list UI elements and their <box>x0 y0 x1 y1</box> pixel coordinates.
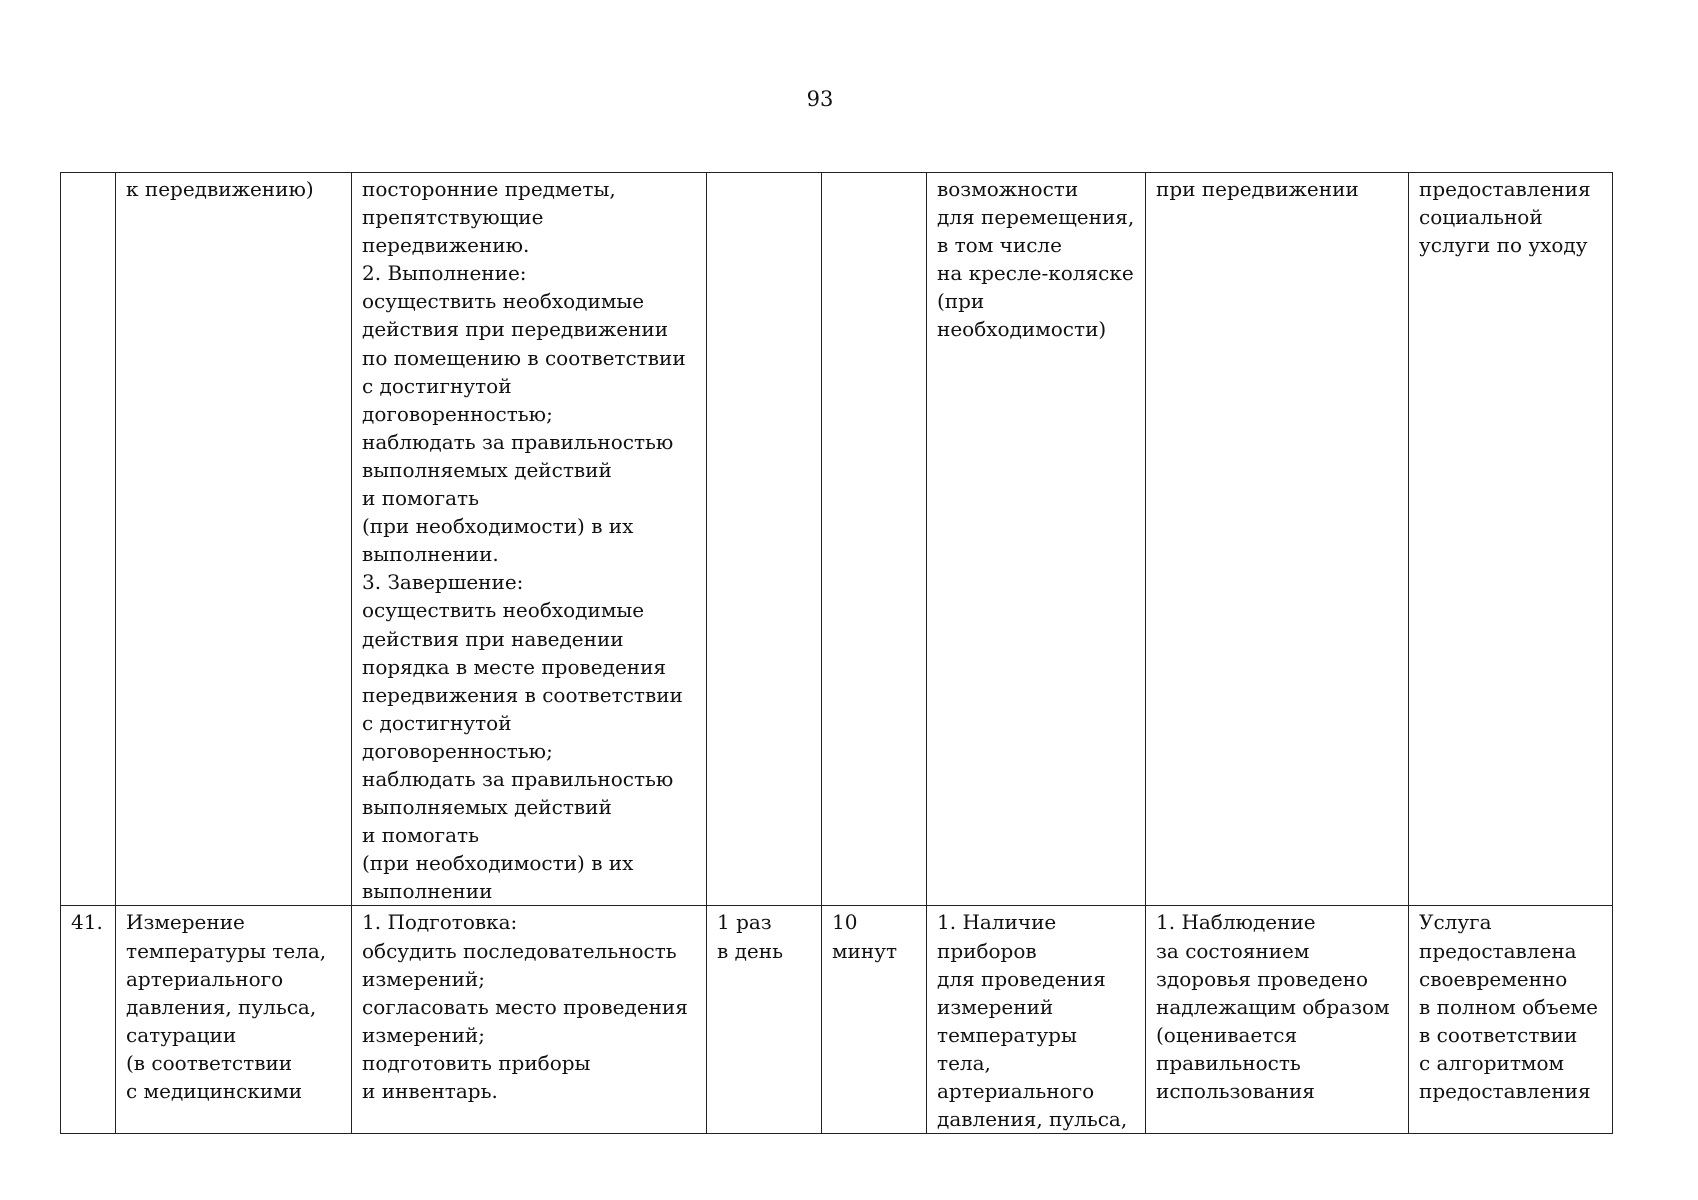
cell-duration <box>822 173 927 906</box>
table-row <box>61 173 1613 906</box>
cell-evaluation: предоставления социальной услуги по уходу <box>1409 173 1613 906</box>
cell-quality-indicators: 1. Наблюдение за состоянием здоровья проведено надлежащим образом (оценивается правильность использования <box>1146 906 1409 1134</box>
table-row <box>61 906 1613 1134</box>
cell-quality-indicators: при передвижении <box>1146 173 1409 906</box>
cell-duration: 10 минут <box>822 906 927 1134</box>
cell-frequency <box>707 173 822 906</box>
cell-service-name: Измерение температуры тела, артериального давления, пульса, сатурации (в соответствии с медицинскими <box>116 906 352 1134</box>
cell-service-name: к передвижению) <box>116 173 352 906</box>
cell-conditions: возможности для перемещения, в том числе на кресле-коляске (при необходимости) <box>927 173 1146 906</box>
cell-number: 41. <box>61 906 116 1134</box>
page-number: 93 <box>806 87 834 111</box>
cell-conditions: 1. Наличие приборов для проведения измерений температуры тела, артериального давления, пульса, <box>927 906 1146 1134</box>
cell-evaluation: Услуга предоставлена своевременно в полном объеме в соответствии с алгоритмом предоставления <box>1409 906 1613 1134</box>
cell-frequency: 1 раз в день <box>707 906 822 1134</box>
services-table <box>60 172 1613 1134</box>
cell-procedure: посторонние предметы, препятствующие передвижению. 2. Выполнение: осуществить необходимые действия при передвижении по помещению в соответствии с достигнутой договоренностью; наблюдать за правильностью выполняемых действий и помогать (при необходимости) в их выполнении. 3. Завершение: осуществить необходимые действия при наведении порядка в месте проведения передвижения в соответствии с достигнутой договоренностью; наблюдать за правильностью выполняемых действий и помогать (при необходимости) в их выполнении <box>352 173 707 906</box>
cell-procedure: 1. Подготовка: обсудить последовательность измерений; согласовать место проведения измерений; подготовить приборы и инвентарь. <box>352 906 707 1134</box>
cell-number <box>61 173 116 906</box>
